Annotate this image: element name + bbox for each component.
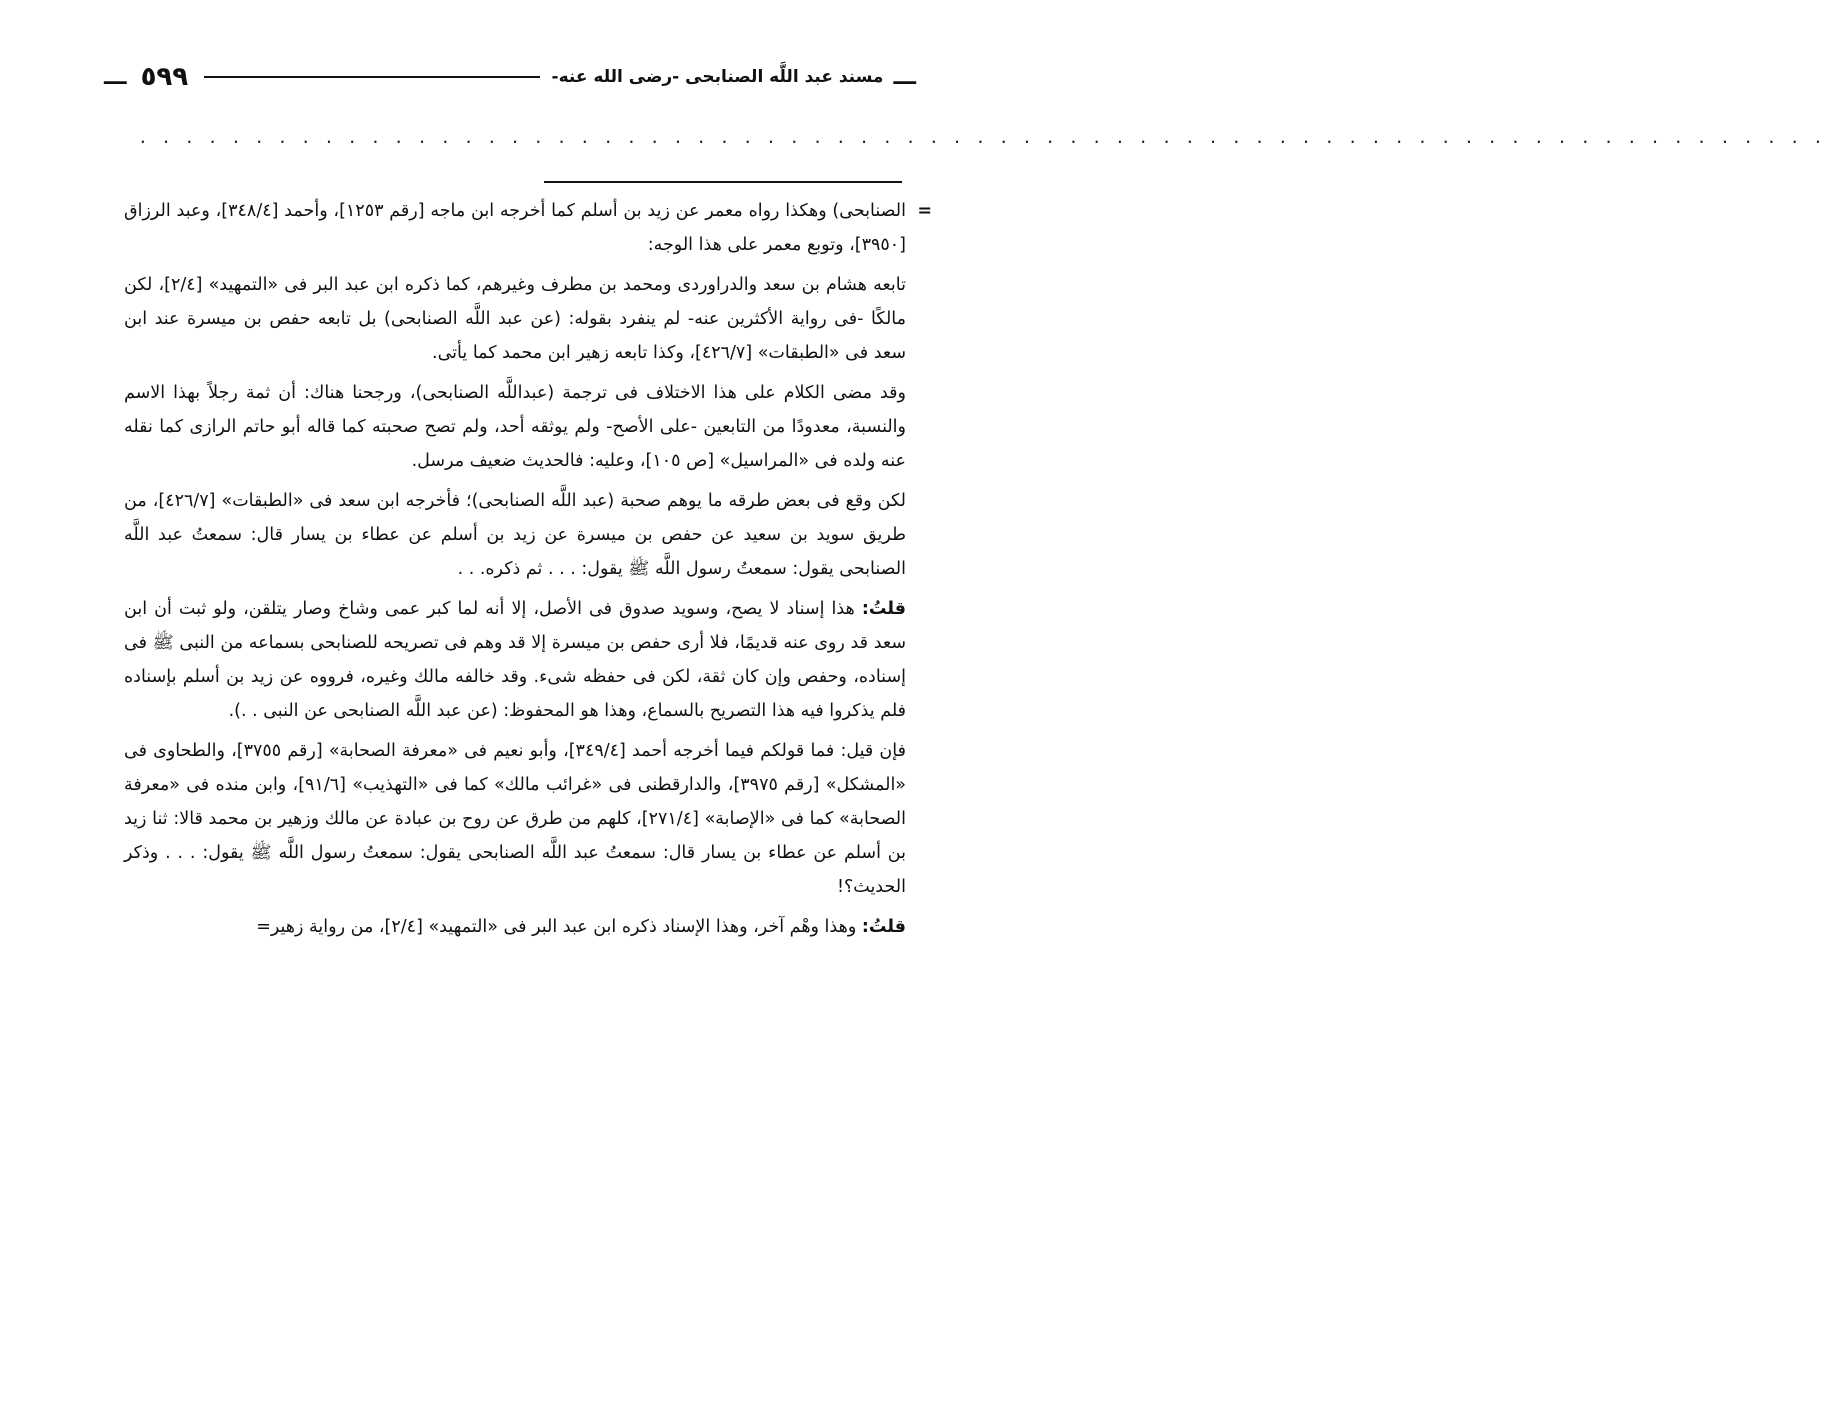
footnote-paragraph-2	[124, 268, 906, 370]
continuation-marker: =	[917, 201, 932, 221]
header-dash-right: ـــ	[893, 64, 916, 90]
footnote-paragraph-4	[124, 484, 906, 586]
paragraph-text: هذا إسناد لا يصح، وسويد صدوق فى الأصل، إلا أنه لما كبر عمى وشاخ وصار يتلقن، ولو ثبت أن ابن سعد قد روى عنه قديمًا، فلا أرى حفص بن ميسرة إلا قد وهم فى تصريحه للصنابحى بسماعه من النبى ﷺ فى إسناده، وحفص وإن كان ثقة، لكن فى حفظه شىء. وقد خالفه مالك وغيره، فرووه عن زيد بن أسلم بإسناده فلم يذكروا فيه هذا التصريح بالسماع، وهذا هو المحفوظ: (عن عبد اللَّه الصنابحى عن النبى . .).	[124, 599, 906, 721]
footnote-paragraph-7	[124, 910, 906, 944]
running-title: مسند عبد اللَّه الصنابحى -رضى الله عنه-	[551, 67, 884, 87]
paragraph-text: فإن قيل: فما قولكم فيما أخرجه أحمد [٣٤٩/٤]، وأبو نعيم فى «معرفة الصحابة» [رقم ٣٧٥٥]، والطحاوى فى «المشكل» [رقم ٣٩٧٥]، والدارقطنى فى «غرائب مالك» كما فى «التهذيب» [٩١/٦]، وابن منده فى «معرفة الصحابة» كما فى «الإصابة» [٢٧١/٤]، كلهم من طرق عن روح بن عبادة عن مالك وزهير بن محمد قالا: ثنا زيد بن أسلم عن عطاء بن يسار قال: سمعتُ عبد اللَّه الصنابحى يقول: سمعتُ رسول اللَّه ﷺ يقول: . . . وذكر الحديث؟!	[124, 741, 907, 897]
paragraph-lead: قلتُ:	[861, 599, 906, 619]
paragraph-lead: قلتُ:	[861, 917, 906, 937]
page-number: ٥٩٩	[140, 62, 189, 92]
paragraph-text: الصنابحى) وهكذا رواه معمر عن زيد بن أسلم كما أخرجه ابن ماجه [رقم ١٢٥٣]، وأحمد [٣٤٨/٤]، وعبد الرزاق [٣٩٥٠]، وتوبع معمر على هذا الوجه:	[124, 201, 906, 255]
footnote-paragraph-6	[124, 734, 906, 904]
page-header	[100, 60, 920, 94]
footnote-rule	[544, 181, 902, 183]
dotted-separator: . . . . . . . . . . . . . . . . . . . . . . . . . . . . . . . . . . . . . . . . . . . . . . . . . . . . . . . . . . . . . . . . . . . . . . . . .	[138, 128, 1825, 147]
paragraph-text: لكن وقع فى بعض طرقه ما يوهم صحبة (عبد اللَّه الصنابحى)؛ فأخرجه ابن سعد فى «الطبقات» [٤٢٦/٧]، من طريق سويد بن سعيد عن حفص بن ميسرة عن زيد بن أسلم عن عطاء بن يسار قال: سمعتُ عبد اللَّه الصنابحى يقول: سمعتُ رسول اللَّه ﷺ يقول: . . . ثم ذكره. . .	[124, 491, 906, 579]
paragraph-text: وهذا وهْم آخر، وهذا الإسناد ذكره ابن عبد البر فى «التمهيد» [٢/٤]، من رواية زهير=	[256, 917, 862, 937]
footnote-paragraph-3	[124, 376, 906, 478]
paragraph-text: وقد مضى الكلام على هذا الاختلاف فى ترجمة (عبداللَّه الصنابحى)، ورجحنا هناك: أن ثمة رجلاً بهذا الاسم والنسبة، معدودًا من التابعين -على الأصح- ولم يوثقه أحد، ولم تصح صحبته كما قاله أبو حاتم الرازى كما نقله عنه ولده فى «المراسيل» [ص ١٠٥]، وعليه: فالحديث ضعيف مرسل.	[124, 383, 906, 471]
footnote-body	[124, 194, 932, 950]
paragraph-text: تابعه هشام بن سعد والدراوردى ومحمد بن مطرف وغيرهم، كما ذكره ابن عبد البر فى «التمهيد» [٢/٤]، لكن مالكًا -فى رواية الأكثرين عنه- لم ينفرد بقوله: (عن عبد اللَّه الصنابحى) بل تابعه حفص بن ميسرة عند ابن سعد فى «الطبقات» [٤٢٦/٧]، وكذا تابعه زهير ابن محمد كما يأتى.	[124, 275, 907, 363]
footnote-paragraph-5	[124, 592, 906, 728]
header-dash-left: ـــ	[104, 64, 127, 90]
footnote-paragraph-1	[124, 194, 932, 262]
header-rule	[204, 76, 539, 78]
